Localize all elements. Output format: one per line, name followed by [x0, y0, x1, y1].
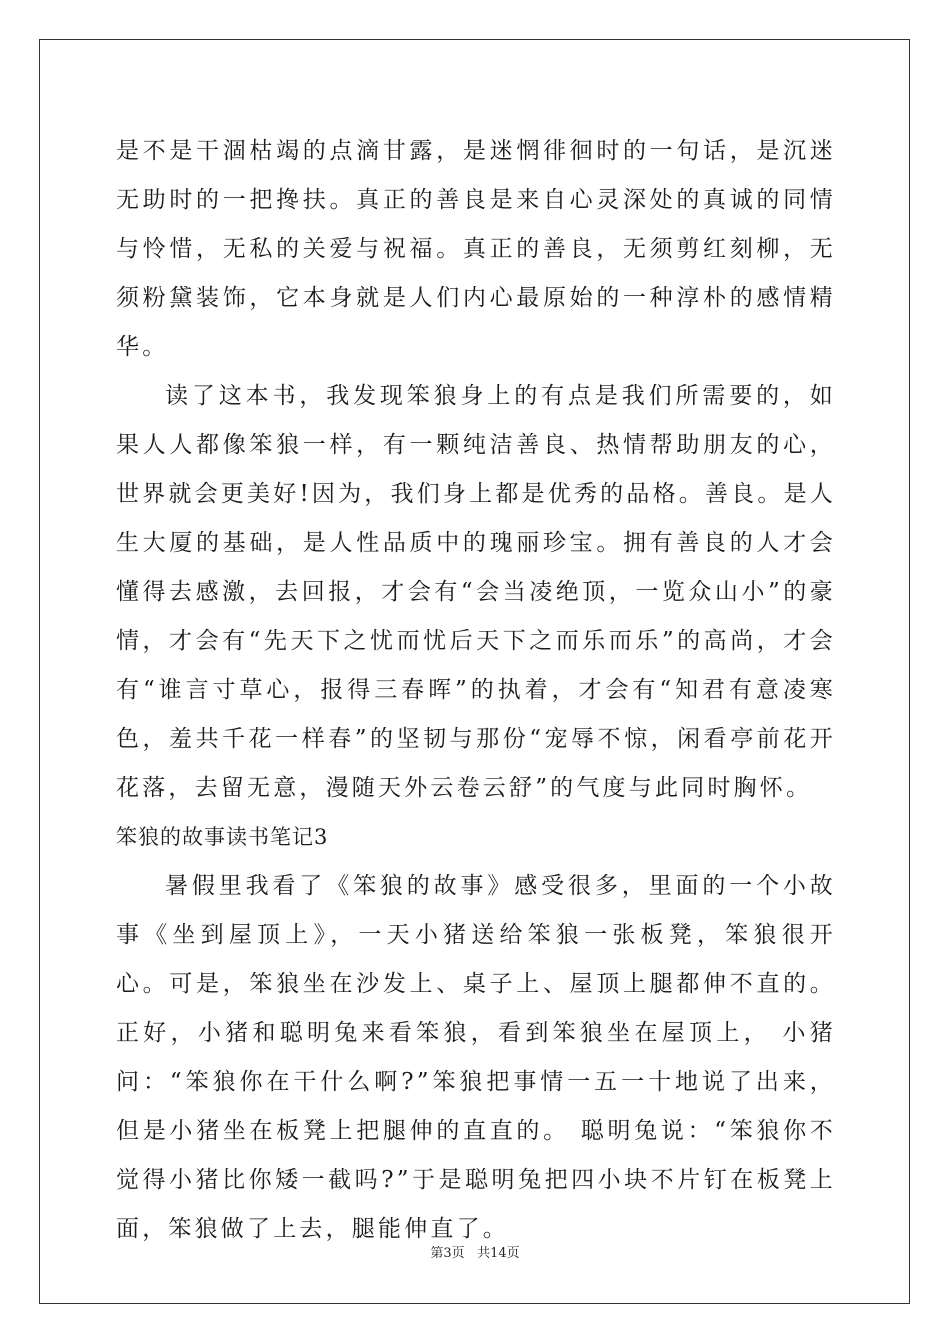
paragraph-2: 读了这本书，我发现笨狼身上的有点是我们所需要的，如果人人都像笨狼一样，有一颗纯洁善良、热情帮助朋友的心，世界就会更美好!因为，我们身上都是优秀的品格。善良。是人生大厦的基础，是人性品质中的瑰丽珍宝。拥有善良的人才会懂得去感激，去回报，才会有“会当凌绝顶，一览众山小”的豪情，才会有“先天下之忧而忧后天下之而乐而乐”的高尚，才会有“谁言寸草心，报得三春晖”的执着，才会有“知君有意凌寒色，羞共千花一样春”的坚韧与那份“宠辱不惊，闲看亭前花开花落，去留无意，漫随天外云卷云舒”的气度与此同时胸怀。: [116, 383, 836, 801]
document-body: [116, 127, 836, 1254]
page-footer: [0, 1244, 950, 1264]
page-total: 共14页: [477, 1246, 520, 1261]
paragraph-1: 是不是干涸枯竭的点滴甘露，是迷惘徘徊时的一句话，是沉迷无助时的一把搀扶。真正的善良是来自心灵深处的真诚的同情与怜惜，无私的关爱与祝福。真正的善良，无须剪红刻柳，无须粉黛装饰，它本身就是人们内心最原始的一种淳朴的感情精华。: [116, 138, 836, 360]
section-heading: 笨狼的故事读书笔记3: [116, 825, 329, 849]
page-number: 第3页: [430, 1246, 465, 1261]
paragraph-3: 暑假里我看了《笨狼的故事》感受很多，里面的一个小故事《坐到屋顶上》，一天小猪送给笨狼一张板凳，笨狼很开心。可是，笨狼坐在沙发上、桌子上、屋顶上腿都伸不直的。正好，小猪和聪明兔来看笨狼，看到笨狼坐在屋顶上， 小猪问：“笨狼你在干什么啊?”笨狼把事情一五一十地说了出来，但是小猪坐在板凳上把腿伸的直直的。 聪明兔说：“笨狼你不觉得小猪比你矮一截吗?”于是聪明兔把四小块不片钉在板凳上面，笨狼做了上去，腿能伸直了。: [116, 873, 836, 1242]
